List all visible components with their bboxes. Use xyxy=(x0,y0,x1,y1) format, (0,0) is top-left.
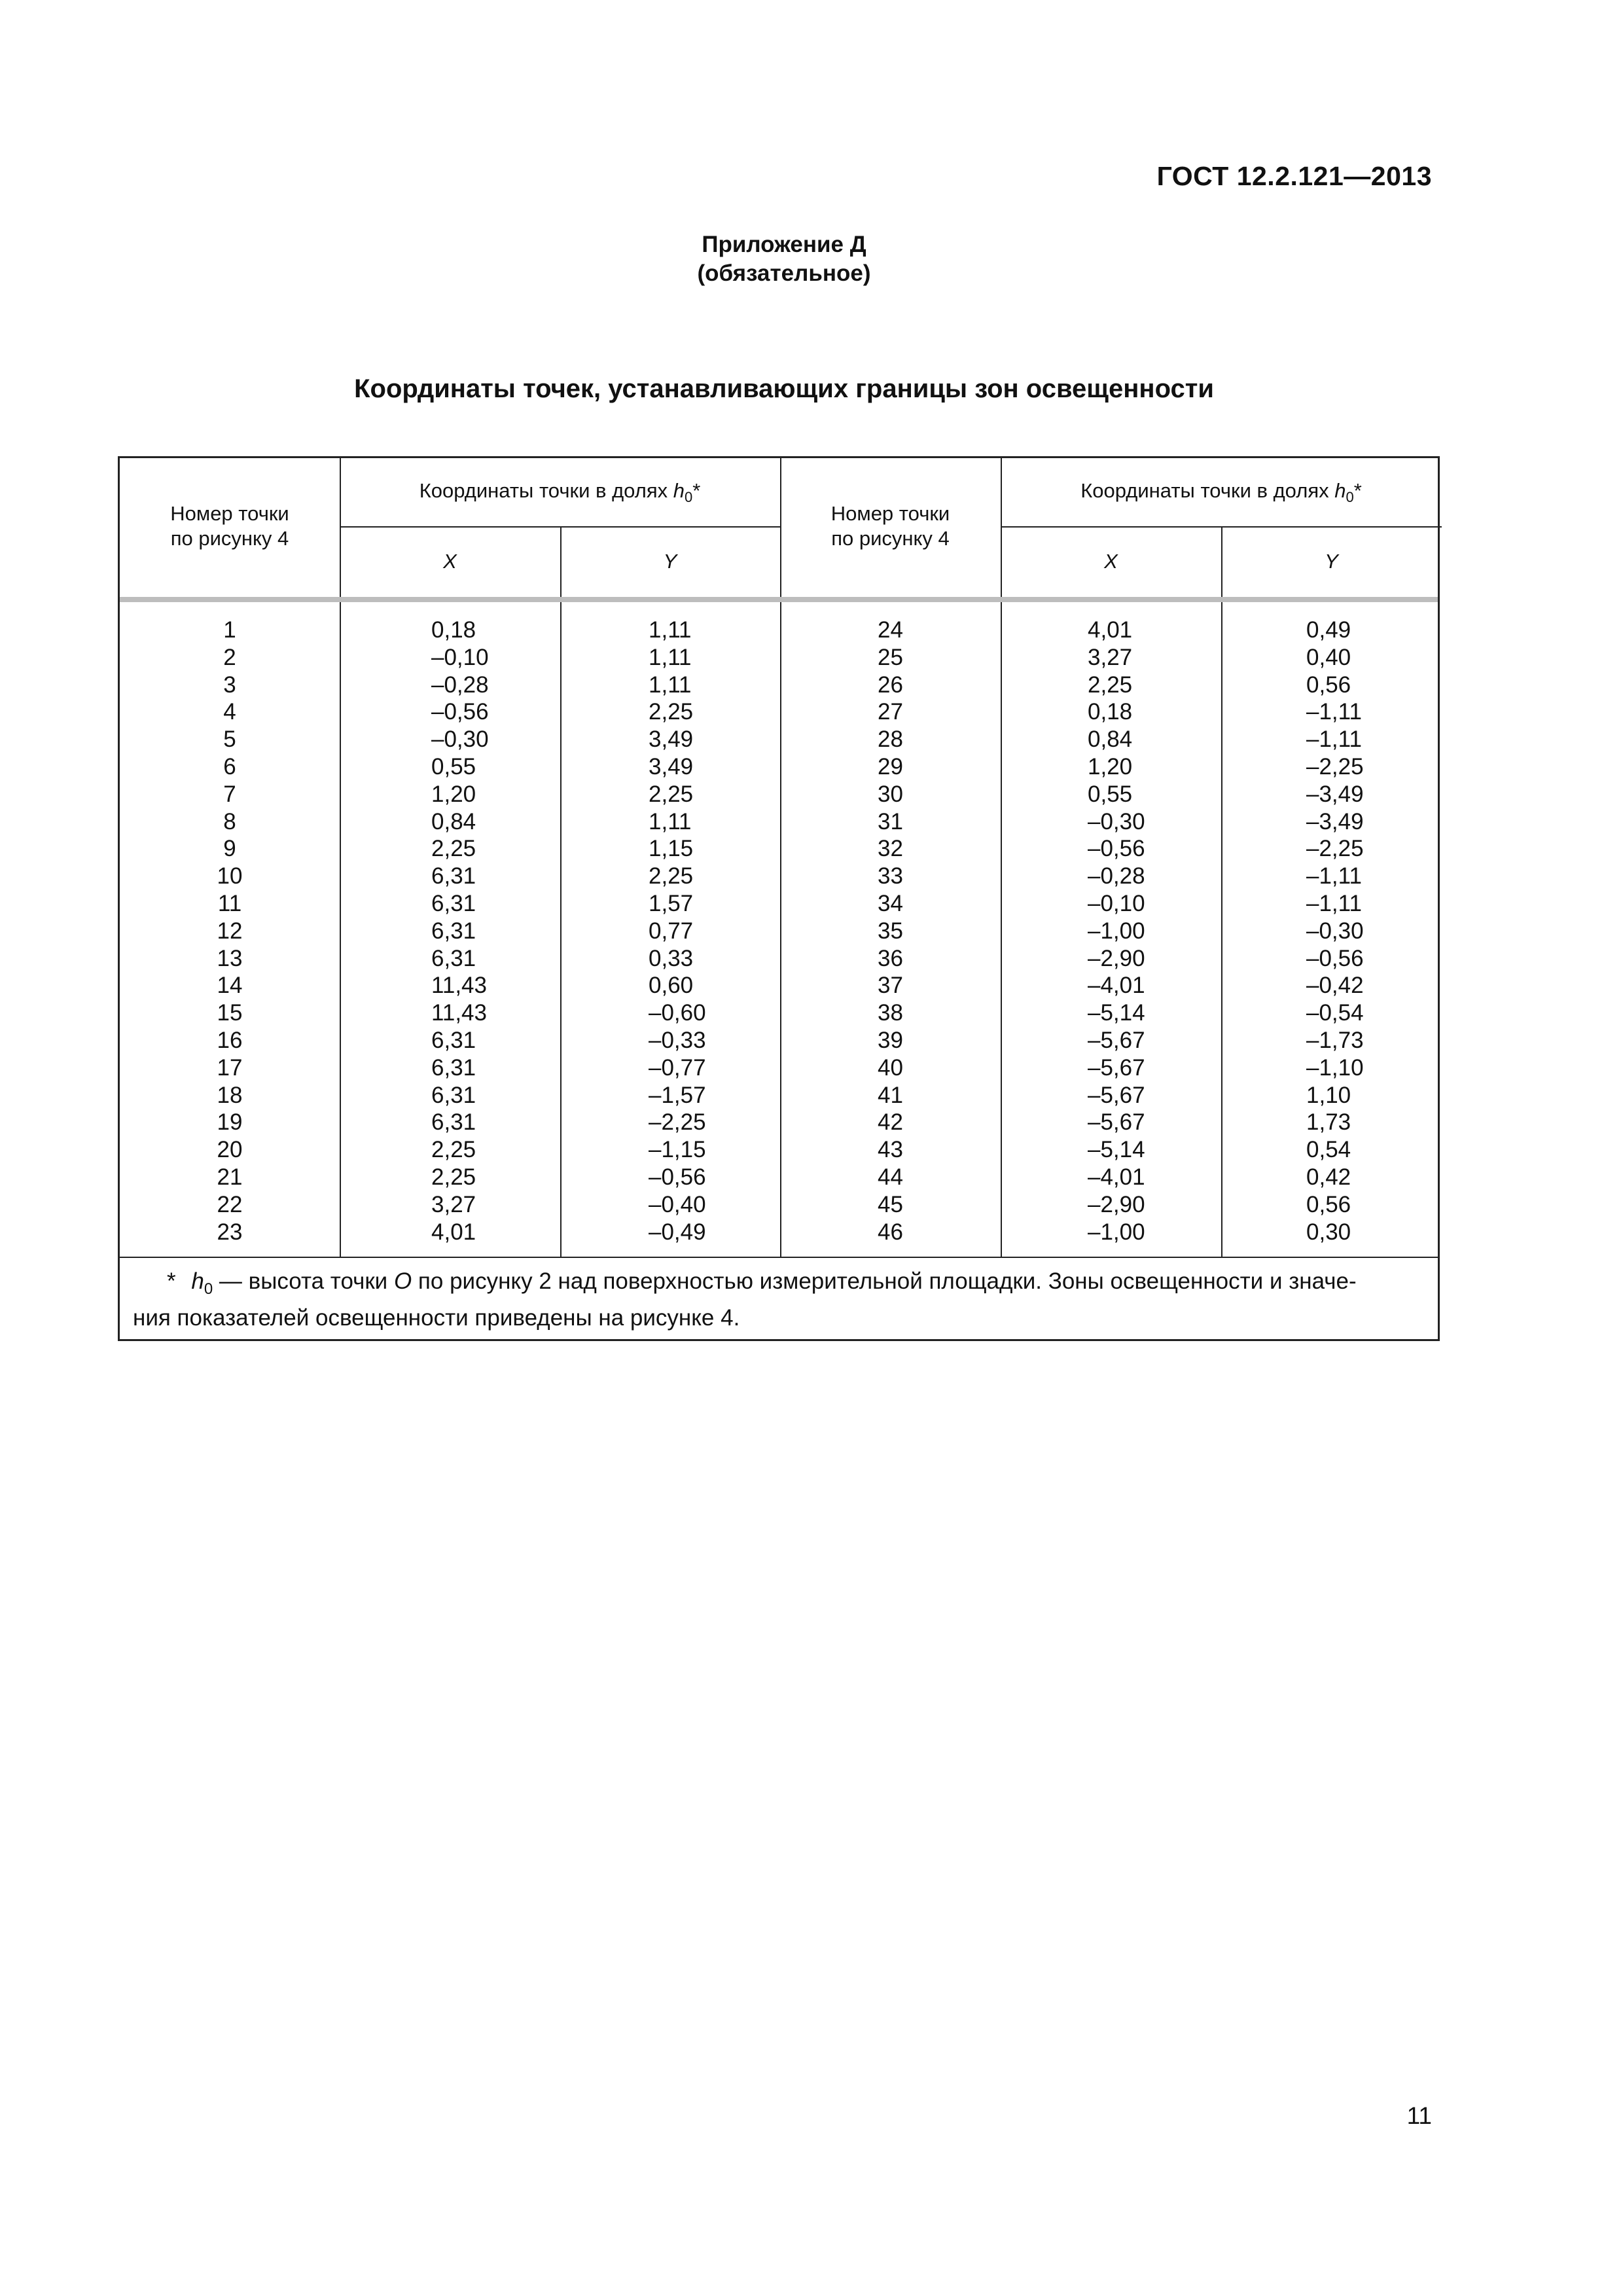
table-cell: –0,56 xyxy=(431,699,489,725)
table-cell: 32 xyxy=(878,836,903,862)
table-cell: 2,25 xyxy=(431,1164,476,1190)
table-cell: 1,20 xyxy=(1088,753,1133,780)
table-cell: 19 xyxy=(217,1109,243,1136)
table-cell: 6,31 xyxy=(431,918,476,944)
table-cell: 1,11 xyxy=(649,672,692,698)
table-cell: –0,33 xyxy=(649,1027,706,1053)
table-cell: 25 xyxy=(878,644,903,670)
table-footnote: * $h_0$ — высота точки О по рисунку 2 над поверхностью измерительной площадки. Зоны освещенности и значе- ния показателей освещенности приведены на рисунке 4. xyxy=(133,1268,1357,1331)
table-cell: –0,54 xyxy=(1306,1000,1364,1026)
document-code: ГОСТ 12.2.121—2013 xyxy=(1156,161,1432,191)
table-cell: 3,27 xyxy=(1088,644,1133,670)
table-cell: 0,42 xyxy=(1306,1164,1351,1190)
table-cell: 2,25 xyxy=(431,1137,476,1163)
table-cell: 0,55 xyxy=(431,753,476,780)
table-cell: –1,11 xyxy=(1306,726,1362,753)
table-cell: 1,11 xyxy=(649,808,692,834)
annex-label: Приложение Д xyxy=(702,232,866,257)
table-cell: 8 xyxy=(223,808,236,834)
table-cell: –1,11 xyxy=(1306,890,1362,916)
table-cell: 38 xyxy=(878,1000,903,1026)
table-cell: 31 xyxy=(878,808,903,834)
table-cell: 6,31 xyxy=(431,945,476,971)
annex-heading xyxy=(0,230,1568,288)
table-header xyxy=(120,458,1438,602)
table-cell: 22 xyxy=(217,1191,243,1217)
table-cell: 1,57 xyxy=(649,890,694,916)
table-cell: 0,56 xyxy=(1306,672,1351,698)
table-body xyxy=(120,602,1438,1258)
table-cell: 1,10 xyxy=(1306,1082,1351,1108)
table-cell: –1,00 xyxy=(1088,918,1145,944)
header-coordinates-left: Координаты точки в долях $h_0*$ xyxy=(419,479,701,506)
annex-status: (обязательное) xyxy=(697,260,871,286)
table-cell: 3,27 xyxy=(431,1191,476,1217)
table-cell: –2,25 xyxy=(649,1109,706,1136)
table-cell: –0,77 xyxy=(649,1054,706,1081)
table-cell: 6,31 xyxy=(431,1027,476,1053)
table-cell: 21 xyxy=(217,1164,243,1190)
table-cell: 13 xyxy=(217,945,243,971)
table-cell: 17 xyxy=(217,1054,243,1081)
table-cell: 6,31 xyxy=(431,1054,476,1081)
header-point-number-right: Номер точки по рисунку 4 xyxy=(830,502,950,550)
table-cell: 0,77 xyxy=(649,918,694,944)
column-point-left xyxy=(120,617,340,1246)
table-cell: –5,14 xyxy=(1088,1000,1145,1026)
table-cell: 4,01 xyxy=(1088,617,1133,643)
table-cell: –0,28 xyxy=(431,672,489,698)
table-cell: –0,40 xyxy=(649,1191,706,1217)
table-cell: 3,49 xyxy=(649,726,694,753)
table-cell: 27 xyxy=(878,699,903,725)
table-cell: 40 xyxy=(878,1054,903,1081)
table-cell: 3 xyxy=(223,672,236,698)
table-cell: 46 xyxy=(878,1219,903,1245)
table-cell: –1,11 xyxy=(1306,699,1362,725)
table-cell: –1,15 xyxy=(649,1137,706,1163)
table-cell: –1,10 xyxy=(1306,1054,1364,1081)
table-title: Координаты точек, устанавливающих границы зон освещенности xyxy=(354,374,1214,403)
table-cell: 11,43 xyxy=(431,1000,487,1026)
table-cell: 6,31 xyxy=(431,863,476,889)
table-cell: 1 xyxy=(223,617,236,643)
table-cell: 10 xyxy=(217,863,243,889)
table-cell: 2,25 xyxy=(649,863,694,889)
table-cell: 0,55 xyxy=(1088,781,1133,807)
table-cell: 33 xyxy=(878,863,903,889)
table-cell: –2,90 xyxy=(1088,945,1145,971)
column-x-right xyxy=(1088,617,1145,1246)
table-cell: –0,30 xyxy=(1306,918,1364,944)
table-cell: –0,56 xyxy=(1088,836,1145,862)
table-cell: 0,30 xyxy=(1306,1219,1351,1245)
header-y-right: Y xyxy=(1325,550,1338,573)
table-cell: 42 xyxy=(878,1109,903,1136)
table-cell: –1,00 xyxy=(1088,1219,1145,1245)
table-cell: 0,56 xyxy=(1306,1191,1351,1217)
table-cell: –2,25 xyxy=(1306,753,1364,780)
table-cell: 24 xyxy=(878,617,903,643)
table-cell: 26 xyxy=(878,672,903,698)
table-cell: –4,01 xyxy=(1088,1164,1145,1190)
table-cell: 6,31 xyxy=(431,1082,476,1108)
header-y-left: Y xyxy=(663,550,677,573)
table-cell: 0,54 xyxy=(1306,1137,1351,1163)
table-cell: –5,67 xyxy=(1088,1109,1145,1136)
table-cell: –0,10 xyxy=(431,644,489,670)
table-cell: 12 xyxy=(217,918,243,944)
table-cell: 35 xyxy=(878,918,903,944)
column-x-left xyxy=(431,617,489,1246)
table-cell: 1,15 xyxy=(649,836,694,862)
table-cell: 5 xyxy=(223,726,236,753)
table-cell: 0,49 xyxy=(1306,617,1351,643)
table-cell: 4 xyxy=(223,699,236,725)
table-cell: 30 xyxy=(878,781,903,807)
table-cell: 20 xyxy=(217,1137,243,1163)
table-cell: 16 xyxy=(217,1027,243,1053)
table-cell: 18 xyxy=(217,1082,243,1108)
table-cell: 11 xyxy=(217,890,242,916)
coordinates-table xyxy=(118,456,1440,1341)
table-cell: –4,01 xyxy=(1088,973,1145,999)
table-cell: 44 xyxy=(878,1164,903,1190)
page-number: 11 xyxy=(1406,2102,1432,2129)
column-y-left xyxy=(649,617,706,1246)
table-cell: 1,11 xyxy=(649,617,692,643)
table-cell: –5,67 xyxy=(1088,1027,1145,1053)
table-cell: –1,57 xyxy=(649,1082,706,1108)
table-cell: –0,49 xyxy=(649,1219,706,1245)
table-cell: –0,42 xyxy=(1306,973,1364,999)
table-cell: 36 xyxy=(878,945,903,971)
table-cell: 1,73 xyxy=(1306,1109,1351,1136)
table-cell: –0,28 xyxy=(1088,863,1145,889)
column-y-right xyxy=(1306,617,1364,1246)
table-cell: –0,30 xyxy=(431,726,489,753)
table-cell: 39 xyxy=(878,1027,903,1053)
table-cell: 6,31 xyxy=(431,890,476,916)
table-cell: 14 xyxy=(217,973,243,999)
table-cell: 45 xyxy=(878,1191,903,1217)
table-cell: 7 xyxy=(223,781,236,807)
table-cell: –0,30 xyxy=(1088,808,1145,834)
table-cell: 6 xyxy=(223,753,236,780)
table-cell: 2,25 xyxy=(431,836,476,862)
table-cell: –5,67 xyxy=(1088,1054,1145,1081)
table-cell: 1,11 xyxy=(649,644,692,670)
header-x-left: X xyxy=(443,550,457,573)
table-cell: 23 xyxy=(217,1219,243,1245)
table-cell: 15 xyxy=(217,1000,243,1026)
table-cell: 0,18 xyxy=(1088,699,1133,725)
table-cell: –3,49 xyxy=(1306,781,1364,807)
table-cell: –1,11 xyxy=(1306,863,1362,889)
table-cell: –0,10 xyxy=(1088,890,1145,916)
table-cell: 0,33 xyxy=(649,945,694,971)
table-cell: 6,31 xyxy=(431,1109,476,1136)
table-cell: –2,90 xyxy=(1088,1191,1145,1217)
table-cell: –0,56 xyxy=(1306,945,1364,971)
table-cell: 34 xyxy=(878,890,903,916)
table-cell: –2,25 xyxy=(1306,836,1364,862)
table-cell: 29 xyxy=(878,753,903,780)
table-cell: 9 xyxy=(223,836,236,862)
table-cell: –5,14 xyxy=(1088,1137,1145,1163)
header-coordinates-right: Координаты точки в долях $h_0*$ xyxy=(1080,479,1362,506)
table-cell: 3,49 xyxy=(649,753,694,780)
table-cell: 2,25 xyxy=(1088,672,1133,698)
table-cell: 41 xyxy=(878,1082,903,1108)
table-cell: –0,60 xyxy=(649,1000,706,1026)
table-cell: –0,56 xyxy=(649,1164,706,1190)
table-cell: 1,20 xyxy=(431,781,476,807)
table-cell: 37 xyxy=(878,973,903,999)
table-cell: –1,73 xyxy=(1306,1027,1364,1053)
column-point-right xyxy=(780,617,1001,1246)
table-cell: 2,25 xyxy=(649,781,694,807)
table-cell: 4,01 xyxy=(431,1219,476,1245)
table-cell: 2 xyxy=(223,644,236,670)
header-x-right: X xyxy=(1104,550,1118,573)
table-cell: 43 xyxy=(878,1137,903,1163)
table-cell: 0,40 xyxy=(1306,644,1351,670)
table-cell: 11,43 xyxy=(431,973,487,999)
table-cell: 0,60 xyxy=(649,973,694,999)
table-cell: 0,84 xyxy=(431,808,476,834)
table-cell: 0,18 xyxy=(431,617,476,643)
header-point-number-left: Номер точки по рисунку 4 xyxy=(170,502,289,550)
table-cell: 0,84 xyxy=(1088,726,1133,753)
table-cell: –3,49 xyxy=(1306,808,1364,834)
table-cell: –5,67 xyxy=(1088,1082,1145,1108)
table-cell: 28 xyxy=(878,726,903,753)
table-cell: 2,25 xyxy=(649,699,694,725)
